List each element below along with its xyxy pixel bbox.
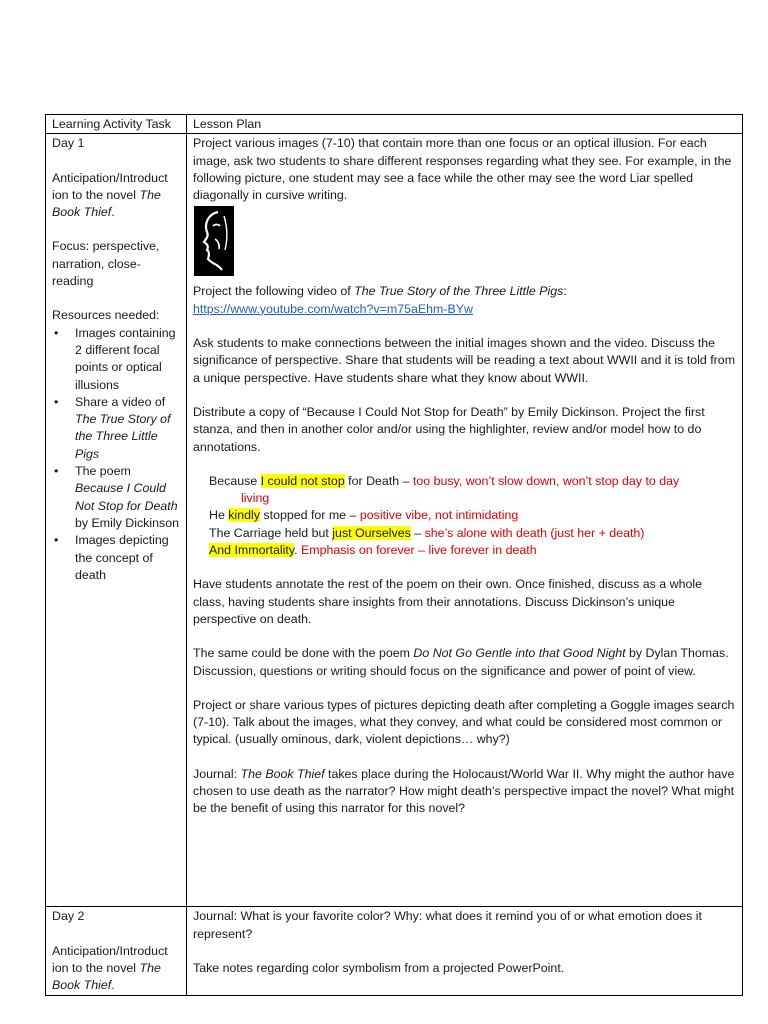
table-header-row [46,115,743,134]
day1-lesson-cell [187,134,743,907]
resources-label: Resources needed: [52,308,160,323]
day1-label: Day 1 [52,136,85,151]
day1-activity-cell [46,134,187,907]
annotation-note-continued: living [241,491,270,506]
day2-label: Day 2 [52,909,85,924]
day1-focus: Focus: perspective, narration, close-reading [52,239,160,289]
day2-activity-cell [46,907,187,996]
day2-row [46,907,743,996]
resource-item: • Images depicting the concept of death [52,532,181,584]
book-title: The Book Thief [52,187,161,220]
annotated-poem [193,473,737,559]
annotation-note: she’s alone with death (just her + death) [424,525,645,540]
poem-line-2: He kindly stopped for me – positive vibe, not intimidating [209,508,519,523]
day1-row [46,134,743,907]
day1-paragraph-distribute: Distribute a copy of “Because I Could Not Stop for Death” by Emily Dickinson. Project the first stanza, and then in another color and/or using the highlighter, review and/or model how to do annotations. [193,404,705,454]
day1-paragraph-pictures: Project or share various types of pictures depicting death after completing a Goggle images search (7-10). Talk about the images, what they convey, and what could be considered most common or typical. (usually ominous, dark, violent depictions… why?) [193,697,735,747]
day1-paragraph-images: Project various images (7-10) that contain more than one focus or an optical illusion. For each image, ask two students to share different responses regarding what they see. For example, in the following picture, one student may see a face while the other may see the word Liar spelled diagonally in cursive writing. [193,136,732,203]
day1-anticipation: Anticipation/Introduct ion to the novel The Book Thief. [52,170,168,220]
resource-item: • Images containing 2 different focal points or optical illusions [52,325,181,394]
lesson-plan-table [45,114,743,996]
annotation-note: positive vibe, not intimidating [359,508,519,523]
video-instruction: Project the following video of The True Story of the Three Little Pigs: [193,284,567,299]
day2-anticipation: Anticipation/Introduct ion to the novel The Book Thief. [52,943,168,993]
day1-journal-prompt: Journal: The Book Thief takes place during the Holocaust/World War II. Why might the author have chosen to use death as the narrator? How might death’s perspective impact the novel? What might be the benefit of using this narrator for this novel? [193,766,735,816]
header-lesson-plan: Lesson Plan [187,115,743,134]
day2-journal-prompt: Journal: What is your favorite color? Why: what does it remind you of or what emotion does it represent? [193,909,702,941]
poem-line-3: The Carriage held but just Ourselves – she’s alone with death (just her + death) [209,525,645,540]
annotation-note: Emphasis on forever – live forever in death [301,543,537,558]
day1-paragraph-thomas: The same could be done with the poem Do Not Go Gentle into that Good Night by Dylan Thomas. Discussion, questions or writing should focus on the significance and power of point of view. [193,646,729,678]
day1-paragraph-annotate: Have students annotate the rest of the poem on their own. Once finished, discuss as a whole class, having students share insights from their annotations. Discuss Dickinson’s unique perspective on death. [193,577,703,626]
resource-item: • Share a video of The True Story of the Three Little Pigs [52,394,181,463]
day2-color-symbolism: Take notes regarding color symbolism from a projected PowerPoint. [193,960,565,975]
day2-lesson-cell [187,907,743,996]
poem-line-4: And Immortality. Emphasis on forever – live forever in death [209,543,537,558]
day1-paragraph-connections: Ask students to make connections between the initial images shown and the video. Discuss the significance of perspective. Share that students will be reading a text about WWII and it is told from a unique perspective. Have students share what they know about WWII. [193,336,736,385]
resource-item: • The poem Because I Could Not Stop for Death by Emily Dickinson [52,463,181,532]
annotation-note: too busy, won’t slow down, won’t stop day to day [412,473,680,488]
youtube-video-link[interactable]: https://www.youtube.com/watch?v=m75aEhm-BYw [193,301,473,316]
header-activity-task: Learning Activity Task [46,115,187,134]
poem-line-1: Because I could not stop for Death – too busy, won’t slow down, won’t stop day to day [209,473,680,488]
resources-list [52,325,181,584]
optical-illusion-image [194,206,234,276]
